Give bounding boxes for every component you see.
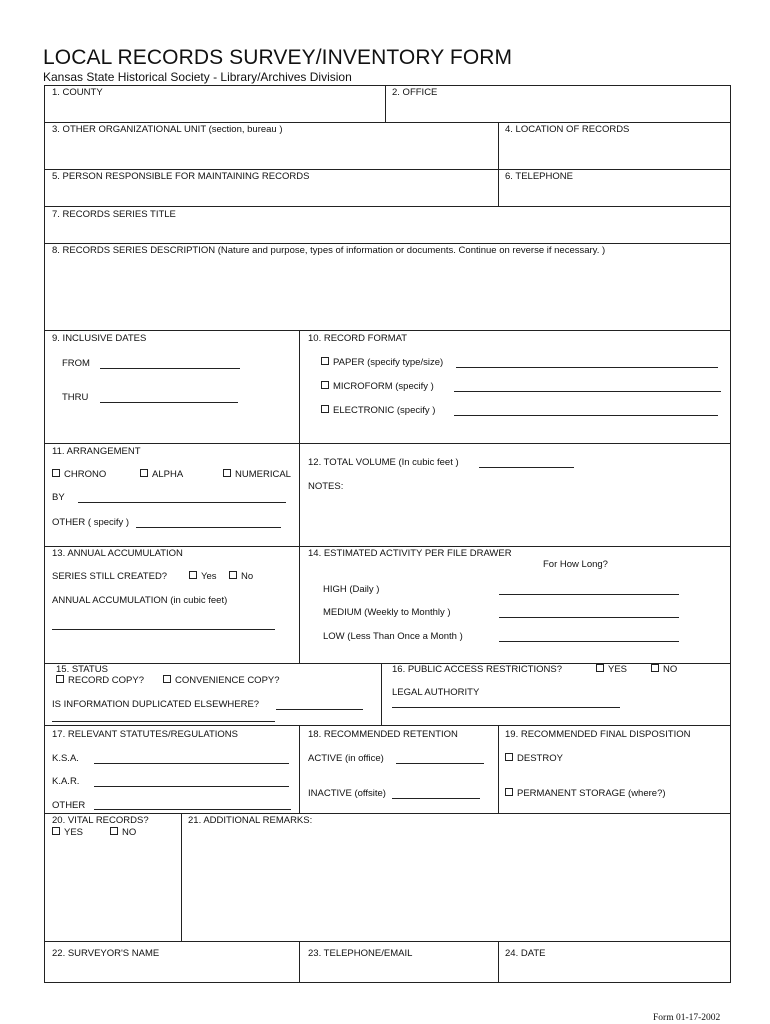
date-thru-line[interactable] (100, 402, 238, 403)
permanent-storage-label: PERMANENT STORAGE (where?) (517, 788, 666, 799)
alpha-option[interactable] (140, 469, 183, 480)
still-yes-label: Yes (201, 571, 217, 582)
checkbox-icon (229, 571, 237, 579)
telephone-label: 6. TELEPHONE (505, 171, 573, 182)
microform-label: MICROFORM (specify ) (333, 381, 434, 392)
remarks-cell[interactable] (181, 813, 731, 942)
record-format-label: 10. RECORD FORMAT (308, 333, 408, 344)
county-label: 1. COUNTY (52, 87, 103, 98)
duplicated-label: IS INFORMATION DUPLICATED ELSEWHERE? (52, 699, 260, 710)
electronic-label: ELECTRONIC (specify ) (333, 405, 436, 416)
alpha-label: ALPHA (152, 469, 184, 480)
chrono-option[interactable] (52, 469, 106, 480)
checkbox-icon (321, 405, 329, 413)
activity-medium-label: MEDIUM (Weekly to Monthly ) (323, 607, 451, 618)
checkbox-icon (189, 571, 197, 579)
form-subtitle: Kansas State Historical Society - Library/Archives Division (43, 70, 352, 84)
checkbox-icon (223, 469, 231, 477)
arrangement-other-label: OTHER ( specify ) (52, 517, 130, 528)
vital-yes-label: YES (64, 827, 84, 838)
vital-no-label: NO (122, 827, 137, 838)
form-title: LOCAL RECORDS SURVEY/INVENTORY FORM (43, 46, 513, 69)
microform-option[interactable] (321, 381, 434, 392)
retention-label: 18. RECOMMENDED RETENTION (308, 729, 458, 740)
checkbox-icon (56, 675, 64, 683)
record-copy-option[interactable] (56, 675, 144, 686)
vital-no-option[interactable] (110, 827, 136, 838)
date-from-line[interactable] (100, 368, 240, 369)
arrangement-label: 11. ARRANGEMENT (52, 446, 141, 457)
remarks-label: 21. ADDITIONAL REMARKS: (188, 815, 313, 826)
public-access-label: 16. PUBLIC ACCESS RESTRICTIONS? (392, 664, 562, 675)
checkbox-icon (651, 664, 659, 672)
how-long-label: For How Long? (543, 559, 608, 570)
statutes-other-label: OTHER (52, 800, 86, 811)
convenience-copy-label: CONVENIENCE COPY? (175, 675, 280, 686)
statutes-other-line[interactable] (94, 809, 291, 810)
inactive-label: INACTIVE (offsite) (308, 788, 386, 799)
vital-records-label: 20. VITAL RECORDS? (52, 815, 149, 826)
kar-line[interactable] (94, 786, 289, 787)
office-label: 2. OFFICE (392, 87, 438, 98)
inclusive-dates-label: 9. INCLUSIVE DATES (52, 333, 147, 344)
arrangement-other-line[interactable] (136, 527, 281, 528)
access-yes-label: YES (608, 664, 628, 675)
org-unit-label: 3. OTHER ORGANIZATIONAL UNIT (section, bureau ) (52, 124, 283, 135)
date-label: 24. DATE (505, 948, 546, 959)
status-label: 15. STATUS (56, 664, 108, 675)
still-no-label: No (241, 571, 254, 582)
numerical-label: NUMERICAL (235, 469, 291, 480)
series-description-cell[interactable] (44, 243, 731, 331)
checkbox-icon (321, 381, 329, 389)
electronic-option[interactable] (321, 405, 435, 416)
checkbox-icon (110, 827, 118, 835)
activity-label: 14. ESTIMATED ACTIVITY PER FILE DRAWER (308, 548, 512, 559)
annual-cubic-feet-line[interactable] (52, 629, 275, 630)
form-number: Form 01-17-2002 (653, 1013, 721, 1023)
paper-line[interactable] (456, 367, 718, 368)
ksa-line[interactable] (94, 763, 289, 764)
activity-high-line[interactable] (499, 594, 679, 595)
kar-label: K.A.R. (52, 776, 80, 787)
inactive-line[interactable] (392, 798, 480, 799)
duplicated-line-2[interactable] (52, 721, 275, 722)
series-still-created-label: SERIES STILL CREATED? (52, 571, 168, 582)
inclusive-dates-cell (44, 330, 300, 444)
record-copy-label: RECORD COPY? (68, 675, 145, 686)
active-line[interactable] (396, 763, 484, 764)
statutes-label: 17. RELEVANT STATUTES/REGULATIONS (52, 729, 238, 740)
annual-accumulation-label: 13. ANNUAL ACCUMULATION (52, 548, 183, 559)
access-no-option[interactable] (651, 664, 677, 675)
checkbox-icon (596, 664, 604, 672)
paper-option[interactable] (321, 357, 443, 368)
vital-yes-option[interactable] (52, 827, 83, 838)
paper-label: PAPER (specify type/size) (333, 357, 444, 368)
person-label: 5. PERSON RESPONSIBLE FOR MAINTAINING RECORDS (52, 171, 310, 182)
date-from-label: FROM (62, 358, 90, 369)
checkbox-icon (52, 469, 60, 477)
activity-medium-line[interactable] (499, 617, 679, 618)
convenience-copy-option[interactable] (163, 675, 280, 686)
surveyor-name-label: 22. SURVEYOR'S NAME (52, 948, 160, 959)
permanent-storage-option[interactable] (505, 788, 666, 799)
access-yes-option[interactable] (596, 664, 627, 675)
checkbox-icon (163, 675, 171, 683)
location-label: 4. LOCATION OF RECORDS (505, 124, 630, 135)
annual-cubic-feet-label: ANNUAL ACCUMULATION (in cubic feet) (52, 595, 228, 606)
activity-low-label: LOW (Less Than Once a Month ) (323, 631, 463, 642)
activity-low-line[interactable] (499, 641, 679, 642)
destroy-option[interactable] (505, 753, 563, 764)
numerical-option[interactable] (223, 469, 291, 480)
disposition-label: 19. RECOMMENDED FINAL DISPOSITION (505, 729, 691, 740)
destroy-label: DESTROY (517, 753, 563, 764)
checkbox-icon (505, 753, 513, 761)
legal-authority-line[interactable] (392, 707, 620, 708)
ksa-label: K.S.A. (52, 753, 79, 764)
surveyor-contact-label: 23. TELEPHONE/EMAIL (308, 948, 413, 959)
checkbox-icon (140, 469, 148, 477)
total-volume-line[interactable] (479, 467, 574, 468)
series-title-label: 7. RECORDS SERIES TITLE (52, 209, 176, 220)
electronic-line[interactable] (454, 415, 718, 416)
still-no-option[interactable] (229, 571, 253, 582)
microform-line[interactable] (454, 391, 721, 392)
active-label: ACTIVE (in office) (308, 753, 384, 764)
duplicated-line[interactable] (276, 709, 363, 710)
checkbox-icon (321, 357, 329, 365)
arrangement-by-label: BY (52, 492, 65, 503)
series-description-label: 8. RECORDS SERIES DESCRIPTION (Nature and purpose, types of information or documents. Continue on reverse if necessary. ) (52, 245, 606, 256)
still-yes-option[interactable] (189, 571, 217, 582)
arrangement-by-line[interactable] (78, 502, 286, 503)
activity-cell (299, 546, 731, 664)
total-volume-label: 12. TOTAL VOLUME (In cubic feet ) (308, 457, 459, 468)
checkbox-icon (52, 827, 60, 835)
legal-authority-label: LEGAL AUTHORITY (392, 687, 480, 698)
activity-high-label: HIGH (Daily ) (323, 584, 380, 595)
arrangement-cell (44, 443, 300, 547)
checkbox-icon (505, 788, 513, 796)
date-thru-label: THRU (62, 392, 89, 403)
access-no-label: NO (663, 664, 678, 675)
chrono-label: CHRONO (64, 469, 107, 480)
notes-label: NOTES: (308, 481, 344, 492)
form-grid (44, 85, 731, 1012)
